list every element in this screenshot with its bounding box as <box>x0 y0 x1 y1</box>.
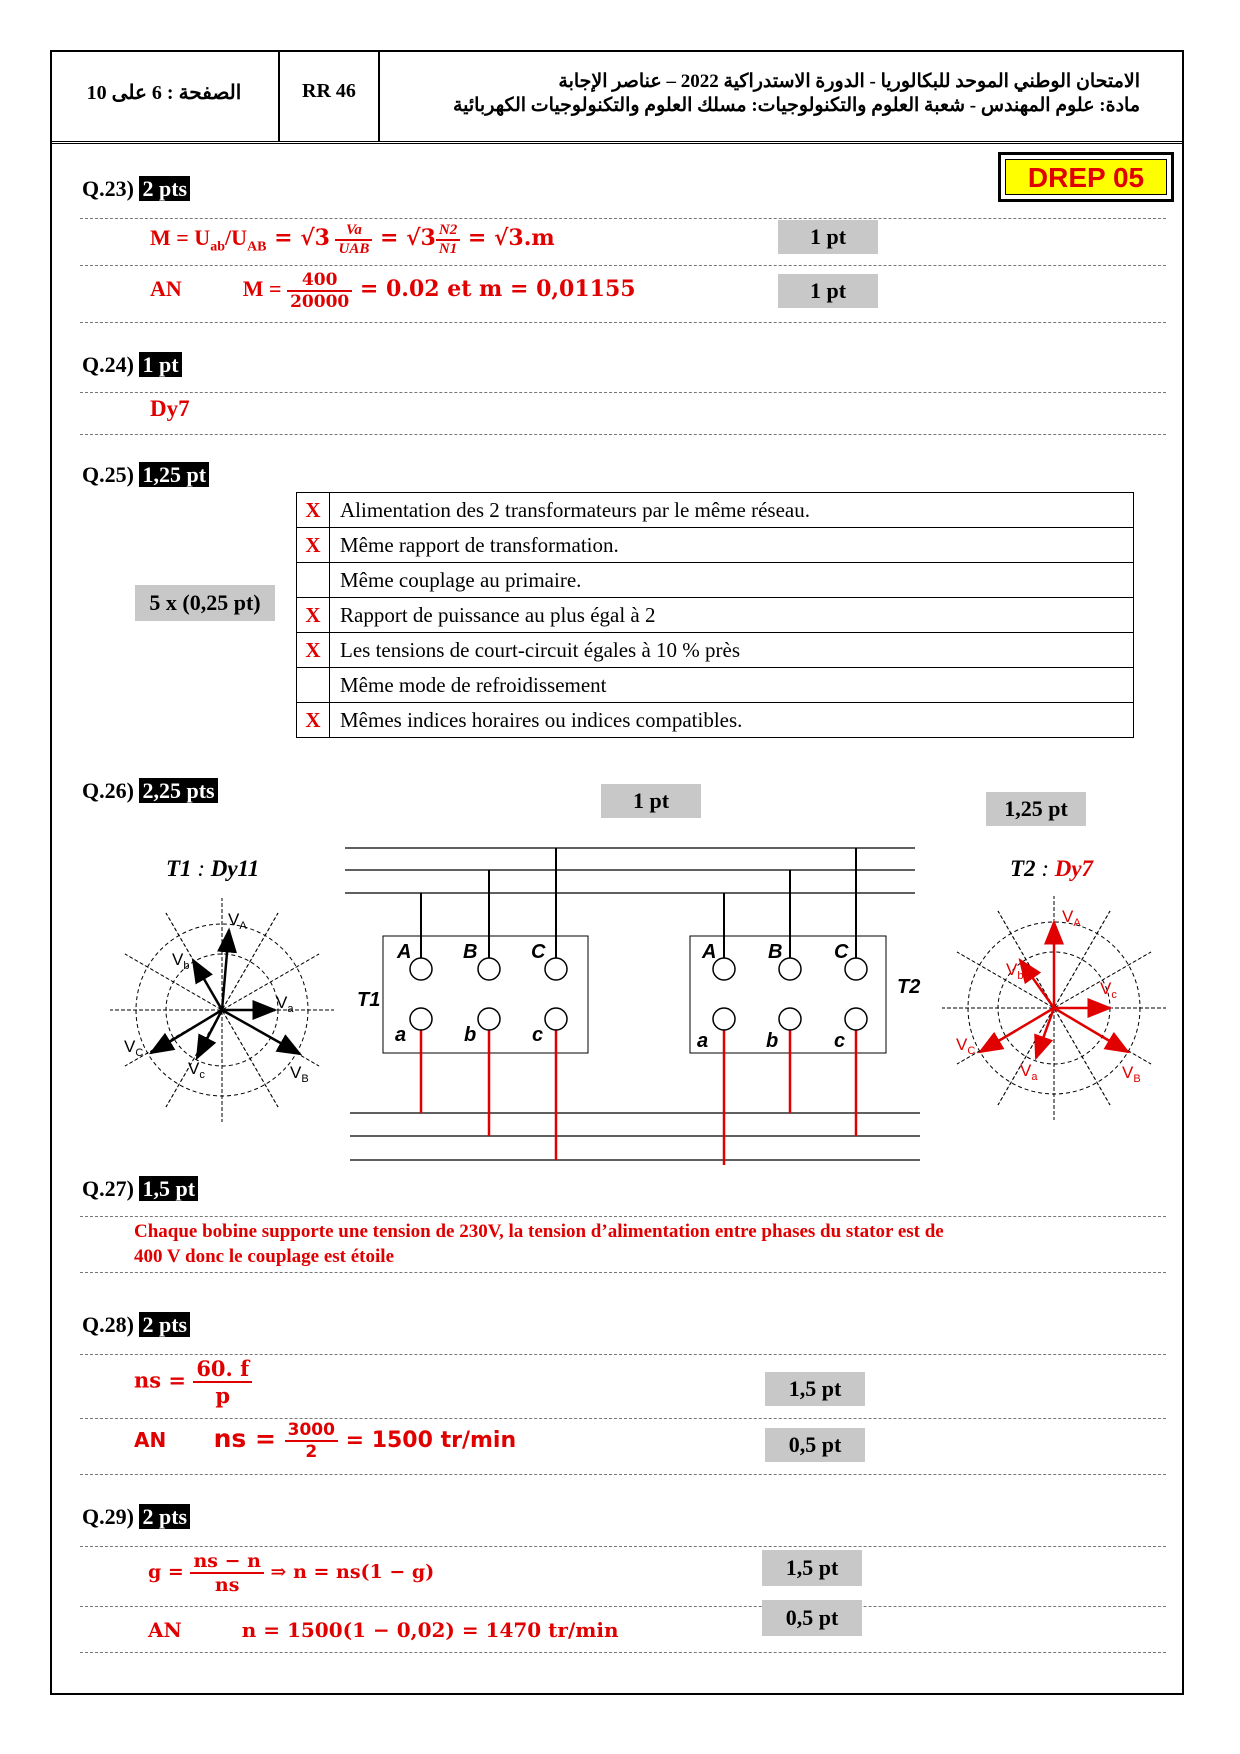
lbl-sub: a <box>287 1003 294 1015</box>
formula-text: ⇒ n = ns(1 − g) <box>263 1561 435 1583</box>
separator: : <box>191 856 211 881</box>
lbl-VA <box>1062 907 1081 929</box>
formula-sub: ab <box>210 239 225 255</box>
label-T2-a: a <box>697 1030 709 1052</box>
phasor-Va <box>1036 1008 1054 1058</box>
lbl-main: V <box>228 910 240 929</box>
q23-points: 2 pts <box>139 176 190 201</box>
label-T1-b: b <box>464 1024 477 1046</box>
formula-text: g = <box>148 1561 191 1583</box>
divider <box>80 1474 1166 1475</box>
q25-condition-text: Mêmes indices horaires ou indices compatibles. <box>330 703 1134 738</box>
divider <box>80 1216 1166 1217</box>
terminal-labels <box>357 941 920 1052</box>
t2-phasor-labels <box>956 907 1141 1085</box>
divider <box>80 1272 1166 1273</box>
page-number: الصفحة : 6 على 10 <box>86 82 242 104</box>
formula-text: = √3.m <box>460 225 555 252</box>
q28-score-1: 1,5 pt <box>765 1372 865 1406</box>
lbl-main: V <box>188 1059 200 1078</box>
q26-number: Q.26) <box>82 778 134 803</box>
phasor-VB <box>222 1010 300 1054</box>
q29-label <box>82 1504 190 1530</box>
q25-mark: X <box>297 633 330 668</box>
terminal <box>478 1008 500 1030</box>
lbl-sub: C <box>135 1047 144 1059</box>
q25-condition-text: Même mode de refroidissement <box>330 668 1134 703</box>
q28-points: 2 pts <box>139 1312 190 1337</box>
phasor-Vb <box>1020 960 1054 1008</box>
lbl-sub: c <box>1111 989 1117 1001</box>
lbl-main: V <box>1122 1063 1134 1082</box>
divider <box>80 1652 1166 1653</box>
terminal <box>779 1008 801 1030</box>
terminal <box>545 958 567 980</box>
lbl-main: V <box>956 1035 968 1054</box>
phasor-VA <box>222 930 229 1010</box>
label-T1-A: A <box>397 941 412 963</box>
exam-code: RR 46 <box>302 80 356 102</box>
frac-den: 20000 <box>290 292 350 312</box>
formula-text: ns = <box>134 1367 194 1393</box>
q26-points: 2,25 pts <box>139 778 217 803</box>
q27-label <box>82 1176 198 1202</box>
q25-mark: X <box>297 598 330 633</box>
q26-score-mid: 1 pt <box>601 784 701 818</box>
formula-text: = √3 <box>372 225 436 252</box>
lbl-main: V <box>1020 1061 1032 1080</box>
secondary-connections <box>421 1030 856 1165</box>
an-label: AN <box>150 276 182 302</box>
q26-score-right: 1,25 pt <box>986 792 1086 826</box>
formula-text: M = <box>242 276 288 302</box>
separator: : <box>1035 856 1055 881</box>
label-T2-C: C <box>834 941 849 963</box>
t1-prefix: T1 <box>166 856 192 881</box>
q29-score-1: 1,5 pt <box>762 1550 862 1586</box>
formula-text: ns = <box>213 1424 285 1453</box>
frac-den: N1 <box>438 241 458 257</box>
formula-text: M = U <box>150 225 211 251</box>
q25-mark: X <box>297 493 330 528</box>
phasor-Va <box>193 960 222 1010</box>
frac-num: ns − n <box>190 1550 263 1574</box>
q25-condition-text: Même couplage au primaire. <box>330 563 1134 598</box>
frac-den: UAB <box>338 241 370 257</box>
q27-answer-line1: Chaque bobine supporte une tension de 230V, la tension d’alimentation entre phases du stator est de <box>134 1221 944 1242</box>
lbl-Va <box>276 993 294 1015</box>
label-T1-c: c <box>532 1024 544 1046</box>
q27-number: Q.27) <box>82 1176 134 1201</box>
t2-coupling: Dy7 <box>1054 856 1094 881</box>
q25-condition-text: Les tensions de court-circuit égales à 10 % près <box>330 633 1134 668</box>
header-title-line2: مادة: علوم المهندس - شعبة العلوم والتكنولوجيات: مسلك العلوم والتكنولوجيات الكهربائية <box>452 95 1140 116</box>
divider <box>80 1606 1166 1607</box>
terminal <box>845 1008 867 1030</box>
lbl-Va <box>1020 1061 1038 1083</box>
frac-num: 400 <box>287 270 352 292</box>
lbl-main: V <box>290 1063 302 1082</box>
lbl-sub: a <box>1031 1071 1038 1083</box>
lbl-VA <box>228 910 247 932</box>
terminal <box>410 1008 432 1030</box>
frac-num: Va <box>335 222 372 241</box>
terminal <box>545 1008 567 1030</box>
phasor-VC <box>980 1008 1054 1052</box>
q28-application <box>134 1420 516 1462</box>
t1-box-label: T1 <box>357 989 381 1011</box>
secondary-network <box>350 1113 920 1160</box>
formula-text: = 0.02 et m = 0,01155 <box>352 276 636 303</box>
q25-mark: X <box>297 703 330 738</box>
lbl-sub: A <box>1073 917 1081 929</box>
q25-number: Q.25) <box>82 462 134 487</box>
q25-points: 1,25 pt <box>139 462 209 487</box>
lbl-sub: b <box>1017 970 1024 982</box>
q28-score-2: 0,5 pt <box>765 1428 865 1462</box>
q23-score-1: 1 pt <box>778 220 878 254</box>
fraction <box>190 1550 263 1596</box>
label-T2-c: c <box>834 1030 846 1052</box>
formula-text: /U <box>225 225 247 251</box>
t2-prefix: T2 <box>1010 856 1036 881</box>
lbl-VC <box>956 1035 975 1057</box>
q29-application <box>148 1618 619 1642</box>
an-label: AN <box>148 1618 182 1642</box>
q29-number: Q.29) <box>82 1504 134 1529</box>
label-T2-b: b <box>766 1030 779 1052</box>
primary-connections <box>421 848 856 958</box>
frac-num: 3000 <box>285 1420 338 1442</box>
label-T1-C: C <box>531 941 546 963</box>
phasor-VB <box>1054 1008 1128 1052</box>
q24-number: Q.24) <box>82 352 134 377</box>
frac-num: 60. f <box>193 1356 252 1383</box>
drep-label: DREP 05 <box>1005 159 1167 195</box>
formula-text: n = 1500(1 − 0,02) = 1470 tr/min <box>241 1618 619 1642</box>
formula-text: = 1500 tr/min <box>337 1428 517 1453</box>
q27-points: 1,5 pt <box>139 1176 198 1201</box>
divider <box>80 1418 1166 1419</box>
q28-number: Q.28) <box>82 1312 134 1337</box>
lbl-sub: A <box>239 920 247 932</box>
lbl-main: V <box>172 950 184 969</box>
label-T2-A: A <box>702 941 717 963</box>
lbl-sub: c <box>199 1069 205 1081</box>
q23-score-2: 1 pt <box>778 274 878 308</box>
lbl-VC <box>124 1037 143 1059</box>
t2-box-label: T2 <box>897 976 921 998</box>
q24-answer: Dy7 <box>150 396 190 421</box>
q29-formula <box>148 1550 434 1596</box>
lbl-sub: B <box>301 1073 309 1085</box>
q28-label <box>82 1312 190 1338</box>
lbl-main: V <box>276 993 288 1012</box>
q25-condition-text: Alimentation des 2 transformateurs par le même réseau. <box>330 493 1134 528</box>
q25-score: 5 x (0,25 pt) <box>135 585 275 621</box>
lbl-main: V <box>1006 960 1018 979</box>
q28-formula <box>134 1356 252 1408</box>
label-T2-B: B <box>768 941 783 963</box>
lbl-sub: C <box>967 1045 976 1057</box>
divider <box>80 1546 1166 1547</box>
q24-points: 1 pt <box>139 352 181 377</box>
q25-condition-text: Rapport de puissance au plus égal à 2 <box>330 598 1134 633</box>
q25-mark: X <box>297 528 330 563</box>
primary-network <box>345 848 915 893</box>
terminal <box>478 958 500 980</box>
lbl-VB <box>1122 1063 1141 1085</box>
lbl-Vb <box>172 950 189 972</box>
lbl-main: V <box>124 1037 136 1056</box>
terminal <box>713 1008 735 1030</box>
q27-answer-line2: 400 V donc le couplage est étoile <box>134 1246 394 1267</box>
frac-num: N2 <box>436 222 460 241</box>
lbl-VB <box>290 1063 309 1085</box>
divider <box>80 1354 1166 1355</box>
fraction <box>285 1420 338 1462</box>
header-title-line1: الامتحان الوطني الموحد للبكالوريا - الدورة الاستدراكية 2022 – عناصر الإجابة <box>558 71 1140 92</box>
q29-score-2: 0,5 pt <box>762 1600 862 1636</box>
formula-text: = √3 <box>266 225 330 252</box>
label-T1-B: B <box>463 941 478 963</box>
lbl-main: V <box>1062 907 1074 926</box>
frac-den: p <box>215 1383 231 1408</box>
lbl-main: V <box>1100 979 1112 998</box>
q29-points: 2 pts <box>139 1504 190 1529</box>
lbl-sub: b <box>183 960 190 972</box>
fraction <box>193 1356 252 1408</box>
formula-sub: AB <box>247 239 267 255</box>
q25-condition-text: Même rapport de transformation. <box>330 528 1134 563</box>
label-T1-a: a <box>395 1024 407 1046</box>
frac-den: 2 <box>305 1442 318 1462</box>
terminals <box>410 958 867 1030</box>
terminal <box>410 958 432 980</box>
q23-number: Q.23) <box>82 176 134 201</box>
lbl-Vc <box>1100 979 1117 1001</box>
t1-coupling: Dy11 <box>210 856 260 881</box>
lbl-sub: B <box>1133 1073 1141 1085</box>
an-label: AN <box>134 1428 167 1452</box>
frac-den: ns <box>214 1574 240 1596</box>
